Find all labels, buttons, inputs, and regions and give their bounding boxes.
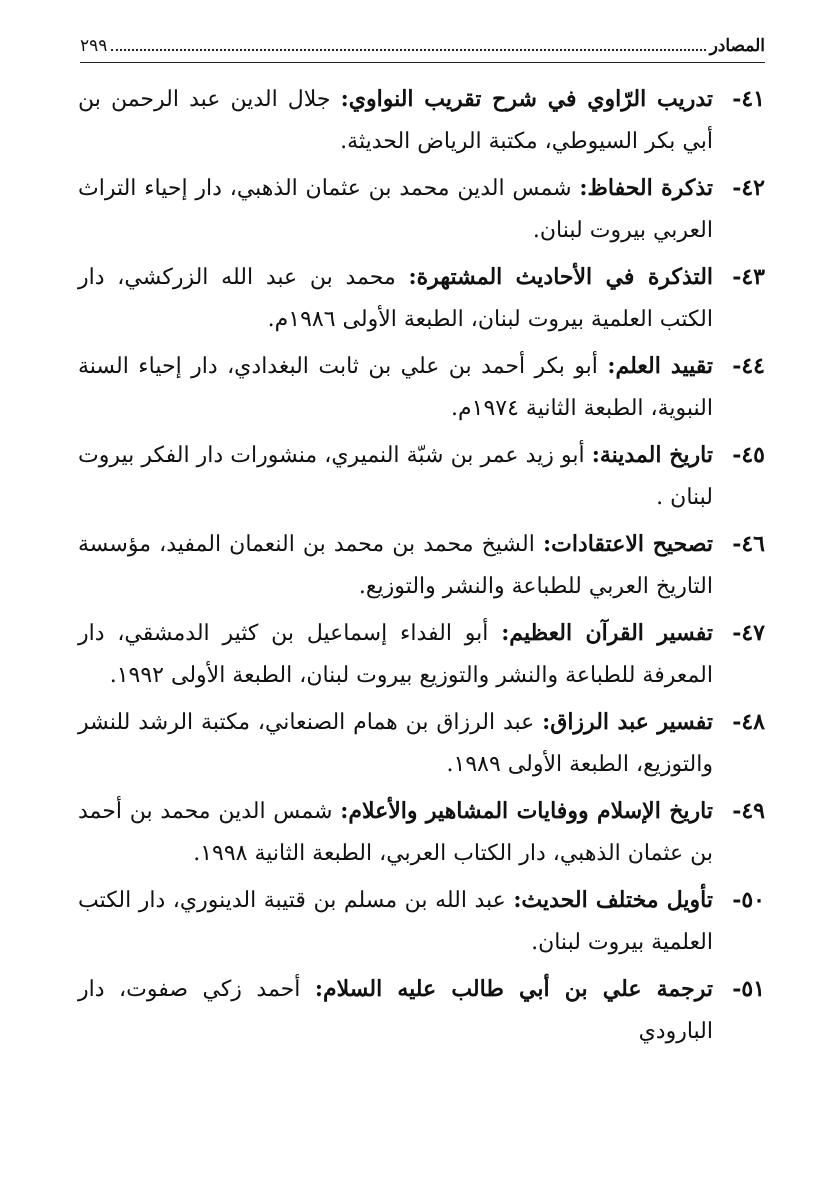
entry-body: شمس الدين محمد بن أحمد بن عثمان الذهبي، دار الكتاب العربي، الطبعة الثانية ١٩٩٨. — [78, 799, 713, 866]
bibliography-entry-51 — [78, 968, 765, 1053]
entry-text — [78, 434, 713, 519]
bibliography-entry-50 — [78, 879, 765, 964]
entry-title: ترجمة علي بن أبي طالب عليه السلام: — [314, 976, 714, 1002]
entry-body: شمس الدين محمد بن عثمان الذهبي، دار إحياء التراث العربي بيروت لبنان. — [78, 176, 713, 243]
bibliography-entry-48 — [78, 701, 765, 786]
bibliography-entry-47 — [78, 612, 765, 697]
bibliography-entry-49 — [78, 790, 765, 875]
entry-text — [78, 968, 713, 1053]
entry-title: تفسير عبد الرزاق: — [542, 709, 714, 735]
entry-title: تفسير القرآن العظيم: — [501, 620, 714, 646]
entry-text — [78, 790, 713, 875]
entry-body: جلال الدين عبد الرحمن بن أبي بكر السيوطي، مكتبة الرياض الحديثة. — [78, 87, 713, 154]
entry-number: ٥١- — [732, 976, 765, 1002]
entry-title: تاريخ الإسلام ووفايات المشاهير والأعلام: — [340, 798, 713, 824]
section-title: المصادر — [709, 36, 765, 56]
entry-body: عبد الله بن مسلم بن قتيبة الدينوري، دار الكتب العلمية بيروت لبنان. — [78, 888, 713, 955]
page-number: ٢٩٩ — [80, 36, 108, 56]
entry-number: ٤٣- — [732, 264, 765, 290]
bibliography-entry-45 — [78, 434, 765, 519]
entry-text — [78, 612, 713, 697]
running-head — [80, 30, 765, 56]
entry-title: تدريب الرّاوي في شرح تقريب النواوي: — [340, 86, 713, 112]
bibliography-entry-42 — [78, 167, 765, 252]
entry-title: التذكرة في الأحاديث المشتهرة: — [408, 264, 714, 290]
entry-number: ٤٦- — [732, 531, 765, 557]
entry-number: ٤٢- — [732, 175, 765, 201]
entry-number: ٤٧- — [732, 620, 765, 646]
bibliography-entry-43 — [78, 256, 765, 341]
entry-body: أبو زيد عمر بن شبّة النميري، منشورات دار الفكر بيروت لبنان . — [78, 443, 713, 510]
entry-body: محمد بن عبد الله الزركشي، دار الكتب العلمية بيروت لبنان، الطبعة الأولى ١٩٨٦م. — [78, 265, 713, 332]
entry-text — [78, 167, 713, 252]
entry-text — [78, 78, 713, 163]
entry-body: الشيخ محمد بن محمد بن النعمان المفيد، مؤسسة التاريخ العربي للطباعة والنشر والتوزيع. — [78, 532, 713, 599]
bibliography-entry-44 — [78, 345, 765, 430]
entry-title: تصحيح الاعتقادات: — [542, 531, 713, 557]
entry-number: ٤٥- — [732, 442, 765, 468]
bibliography-entry-41 — [78, 78, 765, 163]
dot-leader — [111, 49, 705, 51]
entry-text — [78, 256, 713, 341]
entry-title: تأويل مختلف الحديث: — [513, 887, 713, 913]
entry-body: أبو الفداء إسماعيل بن كثير الدمشقي، دار المعرفة للطباعة والنشر والتوزيع بيروت لبنان، الطبعة الأولى ١٩٩٢. — [78, 621, 713, 688]
entry-title: تقييد العلم: — [607, 353, 714, 379]
entry-number: ٤١- — [732, 86, 765, 112]
header-rule — [80, 62, 765, 63]
entry-number: ٤٤- — [732, 353, 765, 379]
entry-body: عبد الرزاق بن همام الصنعاني، مكتبة الرشد للنشر والتوزيع، الطبعة الأولى ١٩٨٩. — [78, 710, 713, 777]
bibliography-list — [78, 78, 765, 1057]
entry-number: ٥٠- — [732, 887, 765, 913]
entry-number: ٤٩- — [732, 798, 765, 824]
entry-text — [78, 345, 713, 430]
entry-title: تاريخ المدينة: — [591, 442, 713, 468]
bibliography-entry-46 — [78, 523, 765, 608]
entry-body: أحمد زكي صفوت، دار البارودي — [78, 977, 713, 1044]
entry-text — [78, 701, 713, 786]
entry-text — [78, 523, 713, 608]
entry-title: تذكرة الحفاظ: — [579, 175, 713, 201]
entry-number: ٤٨- — [732, 709, 765, 735]
entry-text — [78, 879, 713, 964]
entry-body: أبو بكر أحمد بن علي بن ثابت البغدادي، دار إحياء السنة النبوية، الطبعة الثانية ١٩٧٤م. — [78, 354, 713, 421]
